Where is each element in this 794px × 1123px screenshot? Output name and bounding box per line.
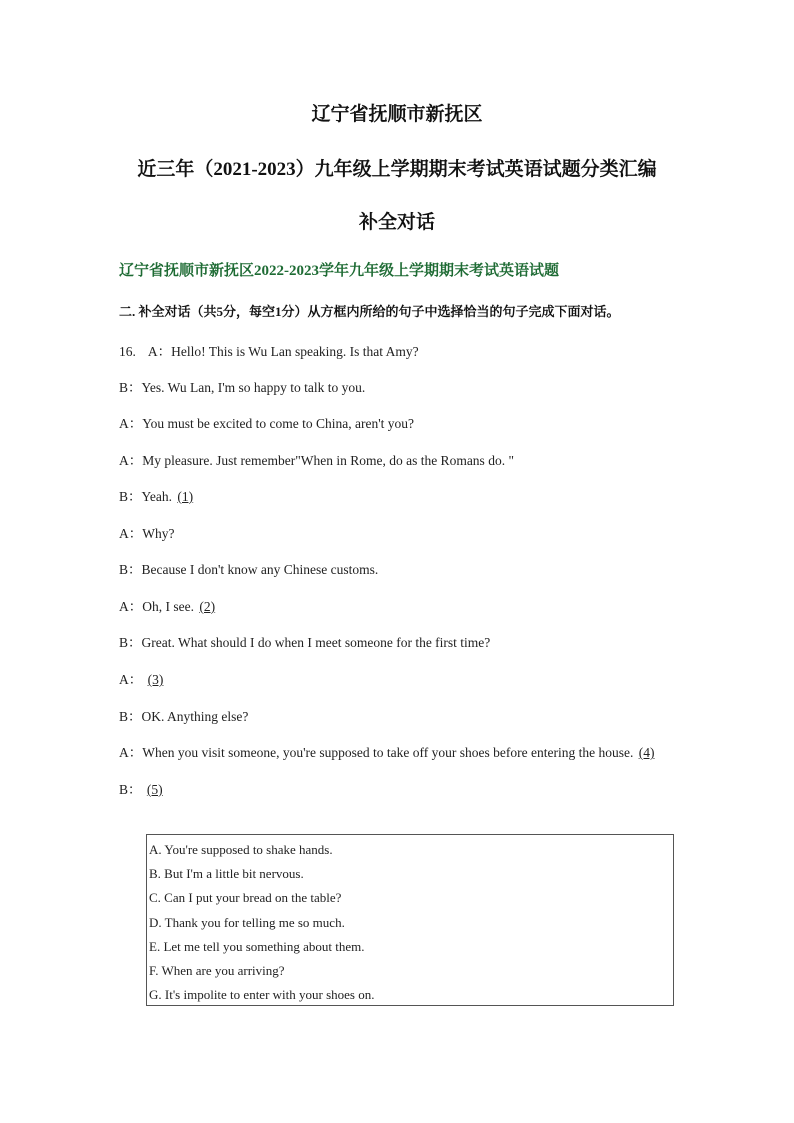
speaker-label: B： [119, 380, 142, 395]
option-a: A. You're supposed to shake hands. [149, 842, 333, 857]
speaker-label: B： [119, 635, 142, 650]
speaker-label: A： [119, 599, 143, 614]
option-c: C. Can I put your bread on the table? [149, 890, 342, 906]
speaker-label: B： [119, 489, 142, 504]
option-f: F. When are you arriving? [149, 962, 285, 978]
options-box [146, 834, 674, 1006]
page-title-topic: 补全对话 [358, 212, 435, 233]
speaker-label: A： [119, 416, 143, 431]
page-title-region: 辽宁省抚顺市新抚区 [311, 104, 483, 125]
line-text: Hello! This is Wu Lan speaking. Is that Amy? [171, 344, 419, 359]
line-text: When you visit someone, you're supposed to take off your shoes before entering the house. [142, 745, 637, 760]
speaker-label: B： [119, 782, 142, 797]
dialogue-line [119, 412, 414, 432]
exam-source-subtitle: 辽宁省抚顺市新抚区2022-2023学年九年级上学期期末考试英语试题 [119, 263, 559, 279]
section-instruction: 二. 补全对话（共5分，每空1分）从方框内所给的句子中选择恰当的句子完成下面对话。 [119, 304, 620, 319]
answer-blank[interactable]: (4) [638, 745, 655, 760]
answer-blank[interactable]: (5) [146, 782, 163, 797]
dialogue-line [119, 558, 378, 578]
dialogue-line [119, 522, 174, 542]
page-title-compilation: 近三年（2021-2023）九年级上学期期末考试英语试题分类汇编 [137, 159, 657, 180]
speaker-label: A： [119, 453, 143, 468]
answer-blank[interactable]: (1) [177, 489, 194, 504]
dialogue-line [119, 485, 195, 505]
dialogue-line [119, 449, 514, 469]
line-text: OK. Anything else? [141, 709, 249, 724]
line-text: Yes. Wu Lan, I'm so happy to talk to you. [141, 380, 366, 395]
line-text: Great. What should I do when I meet someone for the first time? [141, 635, 491, 650]
speaker-label: B： [119, 562, 142, 577]
dialogue-line [119, 631, 490, 651]
line-text: Oh, I see. [142, 599, 198, 614]
answer-blank[interactable]: (3) [147, 672, 164, 687]
line-text: My pleasure. Just remember"When in Rome, do as the Romans do. " [142, 453, 514, 468]
line-text: You must be excited to come to China, aren't you? [142, 416, 415, 431]
question-number: 16. [119, 344, 136, 359]
speaker-label: A： [119, 672, 143, 687]
dialogue-line [119, 595, 217, 615]
option-e: E. Let me tell you something about them. [149, 938, 365, 954]
answer-blank[interactable]: (2) [199, 599, 216, 614]
speaker-label: A： [147, 344, 172, 359]
option-b: B. But I'm a little bit nervous. [149, 866, 304, 882]
line-text: Because I don't know any Chinese customs. [141, 562, 379, 577]
option-g: G. It's impolite to enter with your shoes on. [149, 987, 375, 1003]
option-d: D. Thank you for telling me so much. [149, 914, 345, 930]
dialogue-line [119, 705, 248, 725]
line-text: Yeah. [141, 489, 176, 504]
line-text: Why? [142, 526, 175, 541]
speaker-label: A： [119, 745, 143, 760]
dialogue-line [119, 376, 365, 396]
dialogue-line [119, 340, 419, 360]
speaker-label: B： [119, 709, 142, 724]
dialogue-line [119, 778, 165, 798]
speaker-label: A： [119, 526, 143, 541]
dialogue-line [119, 668, 165, 688]
dialogue-line [119, 741, 656, 761]
